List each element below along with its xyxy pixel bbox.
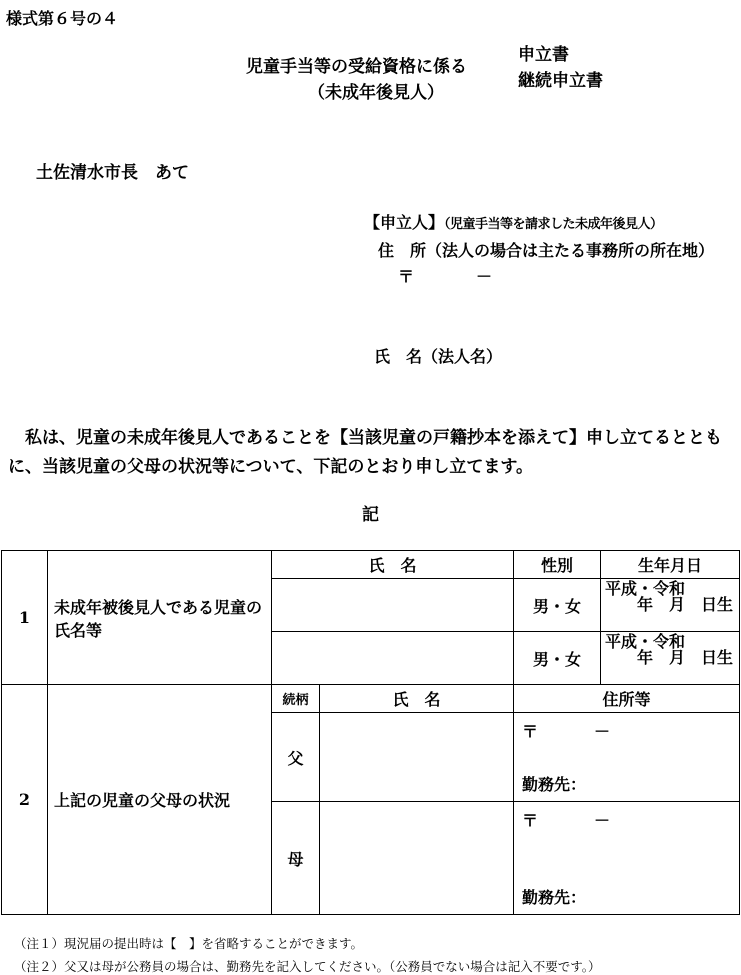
table-row bbox=[2, 551, 740, 579]
row2-label: 上記の児童の父母の状況 bbox=[48, 685, 272, 915]
addressee: 土佐清水市長 あて bbox=[36, 163, 189, 183]
child2-birthdate[interactable] bbox=[601, 632, 740, 685]
title-main: 児童手当等の受給資格に係る bbox=[246, 57, 467, 77]
header-relation: 続柄 bbox=[272, 685, 320, 713]
title-option-continuation: 継続申立書 bbox=[518, 71, 603, 91]
note-1: （注１）現況届の提出時は【 】を省略することができます。 bbox=[14, 936, 364, 951]
mother-relation: 母 bbox=[272, 802, 320, 915]
father-postal-dash: － bbox=[594, 722, 611, 741]
table-row bbox=[2, 685, 740, 713]
title-option-application: 申立書 bbox=[518, 45, 569, 65]
child1-era: 平成・令和 bbox=[605, 579, 686, 598]
header-parent-name: 氏 名 bbox=[320, 685, 514, 713]
applicant-address-label: 住 所（法人の場合は主たる事務所の所在地） bbox=[378, 241, 715, 260]
ki-heading: 記 bbox=[362, 505, 379, 525]
mother-name-cell[interactable] bbox=[320, 802, 514, 915]
mother-postal-dash: － bbox=[594, 811, 611, 830]
child1-ymd: 年 月 日生 bbox=[637, 595, 734, 614]
header-child-name: 氏 名 bbox=[272, 551, 514, 579]
note-2: （注２）父又は母が公務員の場合は、勤務先を記入してください。（公務員でない場合は記入不要です。） bbox=[14, 959, 601, 974]
row1-label: 未成年被後見人である児童の氏名等 bbox=[48, 551, 272, 685]
child2-name-cell[interactable] bbox=[272, 632, 514, 685]
child1-birthdate[interactable] bbox=[601, 579, 740, 632]
father-relation: 父 bbox=[272, 713, 320, 802]
mother-postal-mark: 〒 bbox=[522, 811, 539, 830]
mother-workplace-label: 勤務先： bbox=[522, 888, 587, 907]
child2-sex[interactable]: 男・女 bbox=[514, 632, 601, 685]
main-table bbox=[1, 550, 740, 915]
child2-ymd: 年 月 日生 bbox=[637, 648, 734, 667]
mother-address-cell[interactable] bbox=[514, 802, 740, 915]
header-address: 住所等 bbox=[514, 685, 740, 713]
row1-number: 1 bbox=[2, 551, 48, 685]
row2-number: 2 bbox=[2, 685, 48, 915]
statement-text: 私は、児童の未成年後見人であることを【当該児童の戸籍抄本を添えて】申し立てるとともに、当該児童の父母の状況等について、下記のとおり申し立てます。 bbox=[8, 428, 722, 477]
father-postal bbox=[522, 719, 731, 742]
form-number: 様式第６号の４ bbox=[6, 9, 119, 28]
applicant-postal-dash: － bbox=[476, 267, 493, 286]
header-sex: 性別 bbox=[514, 551, 601, 579]
title-sub: （未成年後見人） bbox=[308, 83, 444, 103]
father-workplace-label: 勤務先： bbox=[522, 775, 587, 794]
applicant-heading-note: （児童手当等を請求した未成年後見人） bbox=[444, 217, 663, 232]
applicant-heading-label: 【申立人】 bbox=[364, 213, 445, 232]
father-postal-mark: 〒 bbox=[522, 722, 539, 741]
applicant-name-label: 氏 名（法人名） bbox=[374, 347, 503, 366]
child1-name-cell[interactable] bbox=[272, 579, 514, 632]
mother-postal bbox=[522, 808, 731, 831]
father-address-cell[interactable] bbox=[514, 713, 740, 802]
father-name-cell[interactable] bbox=[320, 713, 514, 802]
applicant-heading bbox=[364, 210, 663, 233]
child1-sex[interactable]: 男・女 bbox=[514, 579, 601, 632]
child2-era: 平成・令和 bbox=[605, 632, 686, 651]
applicant-postal-mark: 〒 bbox=[398, 267, 415, 286]
header-birthdate: 生年月日 bbox=[601, 551, 740, 579]
